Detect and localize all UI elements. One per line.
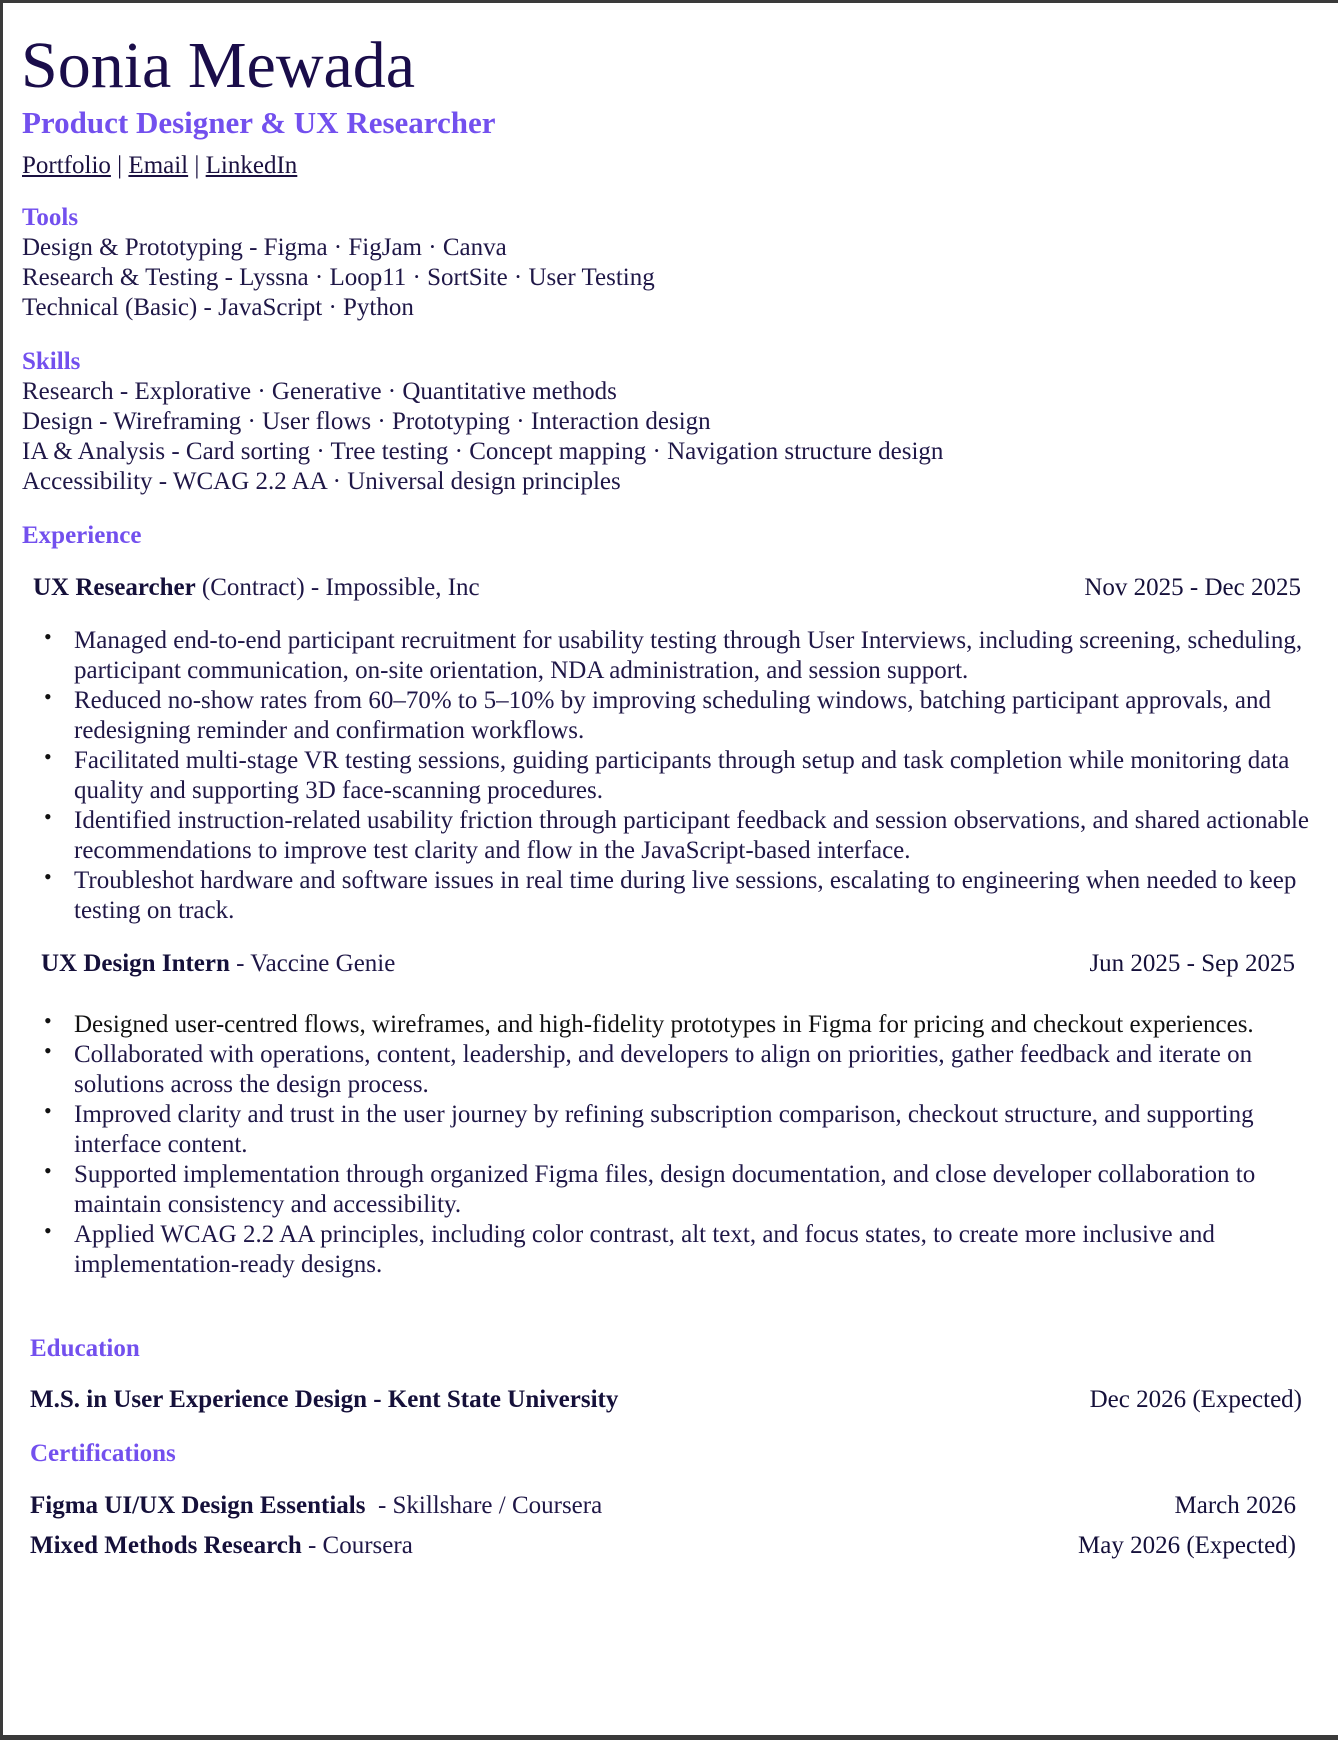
contact-links <box>22 152 297 180</box>
bullet-icon: • <box>44 1218 52 1243</box>
bullet-text: Reduced no-show rates from 60–70% to 5–10% by improving scheduling windows, batching participant approvals, and redesigning reminder and confirmation workflows. <box>74 687 1271 744</box>
experience-heading: Experience <box>22 522 142 549</box>
linkedin-link[interactable]: LinkedIn <box>205 152 298 179</box>
job-title <box>33 574 480 602</box>
tools-line: Design & Prototyping - Figma · FigJam · Canva <box>22 234 507 261</box>
skills-line: IA & Analysis - Card sorting · Tree testing · Concept mapping · Navigation structure design <box>22 438 944 465</box>
bullet-icon: • <box>44 804 52 829</box>
bullet-icon: • <box>44 624 52 649</box>
bullet-text: Collaborated with operations, content, leadership, and developers to align on priorities, gather feedback and iterate on solutions across the design process. <box>74 1041 1253 1098</box>
certification-provider: - Skillshare / Coursera <box>365 1492 603 1519</box>
tools-line: Technical (Basic) - JavaScript · Python <box>22 294 414 321</box>
job-dates: Nov 2025 - Dec 2025 <box>1084 574 1301 601</box>
portfolio-link[interactable]: Portfolio <box>22 152 111 179</box>
list-item <box>40 1100 1310 1160</box>
tools-heading: Tools <box>22 204 79 231</box>
certification-item <box>30 1532 413 1560</box>
bullet-text: Improved clarity and trust in the user journey by refining subscription comparison, checkout structure, and supporting interface content. <box>74 1101 1254 1158</box>
certification-item <box>30 1492 602 1520</box>
bullet-text: Identified instruction-related usability friction through participant feedback and session observations, and shared actionable recommendations to improve test clarity and flow in the JavaScript-based interface. <box>74 807 1310 864</box>
bullet-icon: • <box>44 684 52 709</box>
list-item <box>40 1010 1310 1040</box>
job-company: - Vaccine Genie <box>229 950 396 977</box>
list-item <box>40 746 1310 806</box>
certifications-heading: Certifications <box>30 1440 176 1467</box>
skills-heading: Skills <box>22 348 81 375</box>
bullet-icon: • <box>44 864 52 889</box>
bullet-text: Supported implementation through organized Figma files, design documentation, and close developer collaboration to maintain consistency and accessibility. <box>74 1161 1256 1218</box>
certification-title: Figma UI/UX Design Essentials <box>30 1492 366 1519</box>
candidate-role: Product Designer & UX Researcher <box>22 105 496 140</box>
job-role: UX Researcher <box>33 574 196 601</box>
bullet-icon: • <box>44 1038 52 1063</box>
list-item <box>40 626 1310 686</box>
email-link[interactable]: Email <box>128 152 189 179</box>
tools-line: Research & Testing - Lyssna · Loop11 · SortSite · User Testing <box>22 264 655 291</box>
list-item <box>40 1160 1310 1220</box>
job-title <box>41 950 395 978</box>
certification-dates: March 2026 <box>1174 1492 1296 1519</box>
job-role: UX Design Intern <box>41 950 230 977</box>
job-dates: Jun 2025 - Sep 2025 <box>1089 950 1295 977</box>
certification-provider: - Coursera <box>301 1532 413 1559</box>
skills-line: Research - Explorative · Generative · Quantitative methods <box>22 378 617 405</box>
bullet-text: Facilitated multi-stage VR testing sessions, guiding participants through setup and task completion while monitoring data quality and supporting 3D face-scanning procedures. <box>74 747 1290 804</box>
bullet-icon: • <box>44 744 52 769</box>
list-item <box>40 866 1310 926</box>
skills-line: Accessibility - WCAG 2.2 AA · Universal design principles <box>22 468 621 495</box>
bullet-text: Applied WCAG 2.2 AA principles, including color contrast, alt text, and focus states, to create more inclusive and implementation-ready designs. <box>74 1221 1215 1278</box>
bullet-icon: • <box>44 1008 52 1033</box>
bullet-text: Managed end-to-end participant recruitment for usability testing through User Interviews, including screening, scheduling, participant communication, on-site orientation, NDA administration, and session support. <box>74 627 1303 684</box>
certification-title: Mixed Methods Research <box>30 1532 302 1559</box>
certification-dates: May 2026 (Expected) <box>1078 1532 1296 1559</box>
bullet-icon: • <box>44 1158 52 1183</box>
job-bullets <box>40 1010 1310 1280</box>
list-item <box>40 1220 1310 1280</box>
bullet-text: Designed user-centred flows, wireframes, and high-fidelity prototypes in Figma for pricing and checkout experiences. <box>74 1011 1254 1038</box>
skills-line: Design - Wireframing · User flows · Prototyping · Interaction design <box>22 408 711 435</box>
job-company: (Contract) - Impossible, Inc <box>195 574 480 601</box>
candidate-name: Sonia Mewada <box>21 29 416 102</box>
link-separator: | <box>194 152 200 179</box>
list-item <box>40 686 1310 746</box>
bullet-icon: • <box>44 1098 52 1123</box>
list-item <box>40 806 1310 866</box>
education-degree: M.S. in User Experience Design - Kent State University <box>30 1386 619 1413</box>
link-separator: | <box>117 152 123 179</box>
job-bullets <box>40 626 1310 926</box>
education-dates: Dec 2026 (Expected) <box>1089 1386 1302 1413</box>
education-heading: Education <box>30 1335 140 1362</box>
bullet-text: Troubleshot hardware and software issues in real time during live sessions, escalating to engineering when needed to keep testing on track. <box>74 867 1297 924</box>
list-item <box>40 1040 1310 1100</box>
